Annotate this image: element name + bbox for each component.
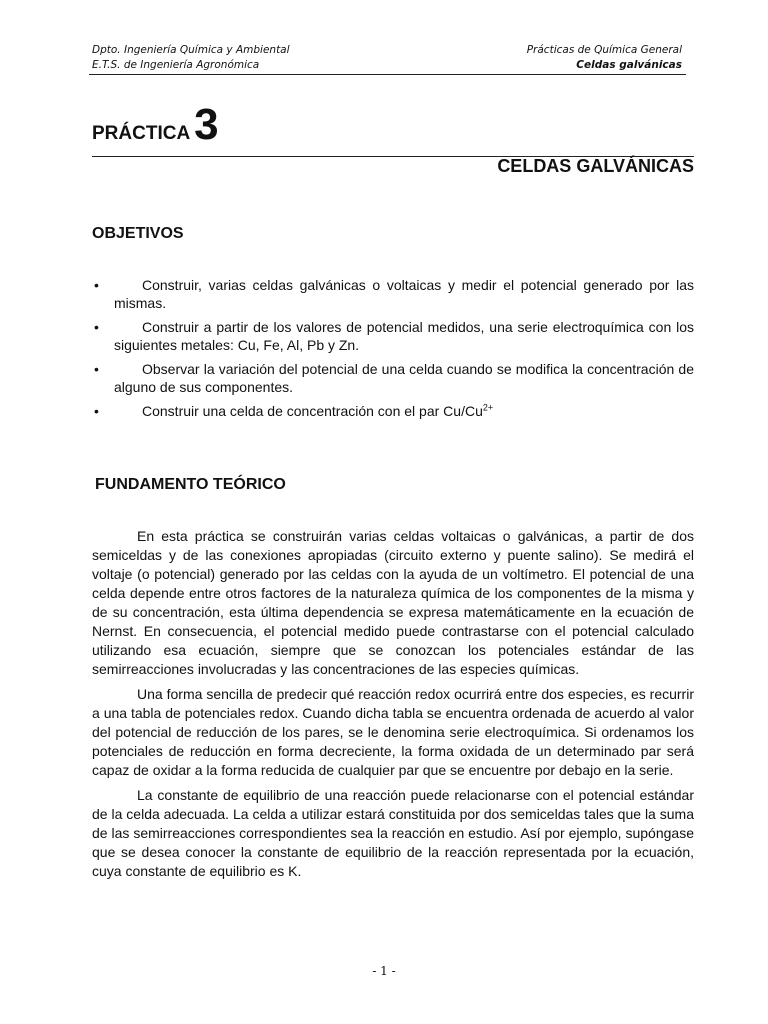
objective-text: Construir, varias celdas galvánicas o voltaicas y medir el potencial generado por las mismas.: [114, 277, 694, 311]
page-number: - 1 -: [372, 964, 396, 978]
header-school: E.T.S. de Ingeniería Agronómica: [92, 59, 260, 71]
list-item: [92, 276, 694, 312]
paragraph: En esta práctica se construirán varias celdas voltaicas o galvánicas, a partir de dos semiceldas y de las conexiones apropiadas (circuito externo y puente salino). Se medirá el voltaje (o potencial) generado por las celdas con la ayuda de un voltímetro. El potencial de una celda depende entre otros factores de la naturaleza química de los componentes de la misma y de su concentración, esta última dependencia se expresa matemáticamente en la ecuación de Nernst. En consecuencia, el potencial medido puede contrastarse con el potencial calculado utilizando esa ecuación, siempre que se conozcan los potenciales estándar de las semirreacciones involucradas y las concentraciones de las especies químicas.: [92, 528, 694, 677]
list-item: [92, 318, 694, 354]
practice-word: PRÁCTICA: [92, 123, 191, 144]
bullet-icon: •: [94, 319, 99, 335]
paragraph: Una forma sencilla de predecir qué reacción redox ocurrirá entre dos especies, es recurrir a una tabla de potenciales redox. Cuando dicha tabla se encuentra ordenada de acuerdo al valor del potencial de reducción de los pares, se le denomina serie electroquímica. Si ordenamos los potenciales de reducción en forma decreciente, la forma oxidada de un determinado par será capaz de oxidar a la forma reducida de cualquier par que se encuentre por debajo en la serie.: [92, 686, 694, 778]
bullet-icon: •: [94, 403, 99, 419]
objective-text: Observar la variación del potencial de una celda cuando se modifica la concentración de alguno de sus componentes.: [114, 361, 694, 395]
header-course: Prácticas de Química General: [526, 44, 682, 56]
practice-number: 3: [194, 100, 219, 149]
objective-text: Construir una celda de concentración con el par Cu/Cu: [142, 403, 483, 419]
bullet-icon: •: [94, 277, 99, 293]
header-topic: Celdas galvánicas: [576, 59, 682, 71]
objective-text: Construir a partir de los valores de potencial medidos, una serie electroquímica con los siguientes metales: Cu, Fe, Al, Pb y Zn.: [114, 319, 694, 353]
charge-superscript: 2+: [482, 402, 494, 413]
objectives-heading: OBJETIVOS: [92, 225, 184, 242]
objective-text-wrap: [114, 402, 694, 420]
list-item: [92, 360, 694, 396]
practice-subject: CELDAS GALVÁNICAS: [497, 156, 694, 176]
bullet-icon: •: [94, 361, 99, 377]
header-department: Dpto. Ingeniería Química y Ambiental: [92, 44, 290, 56]
header-divider: [89, 74, 686, 75]
practice-title: [92, 100, 219, 150]
running-header: [92, 43, 682, 73]
list-item: [92, 402, 694, 420]
fundamento-body: [92, 527, 694, 887]
fundamento-heading: FUNDAMENTO TEÓRICO: [95, 476, 286, 493]
paragraph: La constante de equilibrio de una reacción puede relacionarse con el potencial estándar de la celda adecuada. La celda a utilizar estará constituida por dos semiceldas tales que la suma de las semirreacciones correspondientes sea la reacción en estudio. Así por ejemplo, supóngase que se desea conocer la constante de equilibrio de la reacción representada por la ecuación, cuya constante de equilibrio es K.: [92, 787, 694, 879]
objectives-list: [92, 276, 694, 426]
